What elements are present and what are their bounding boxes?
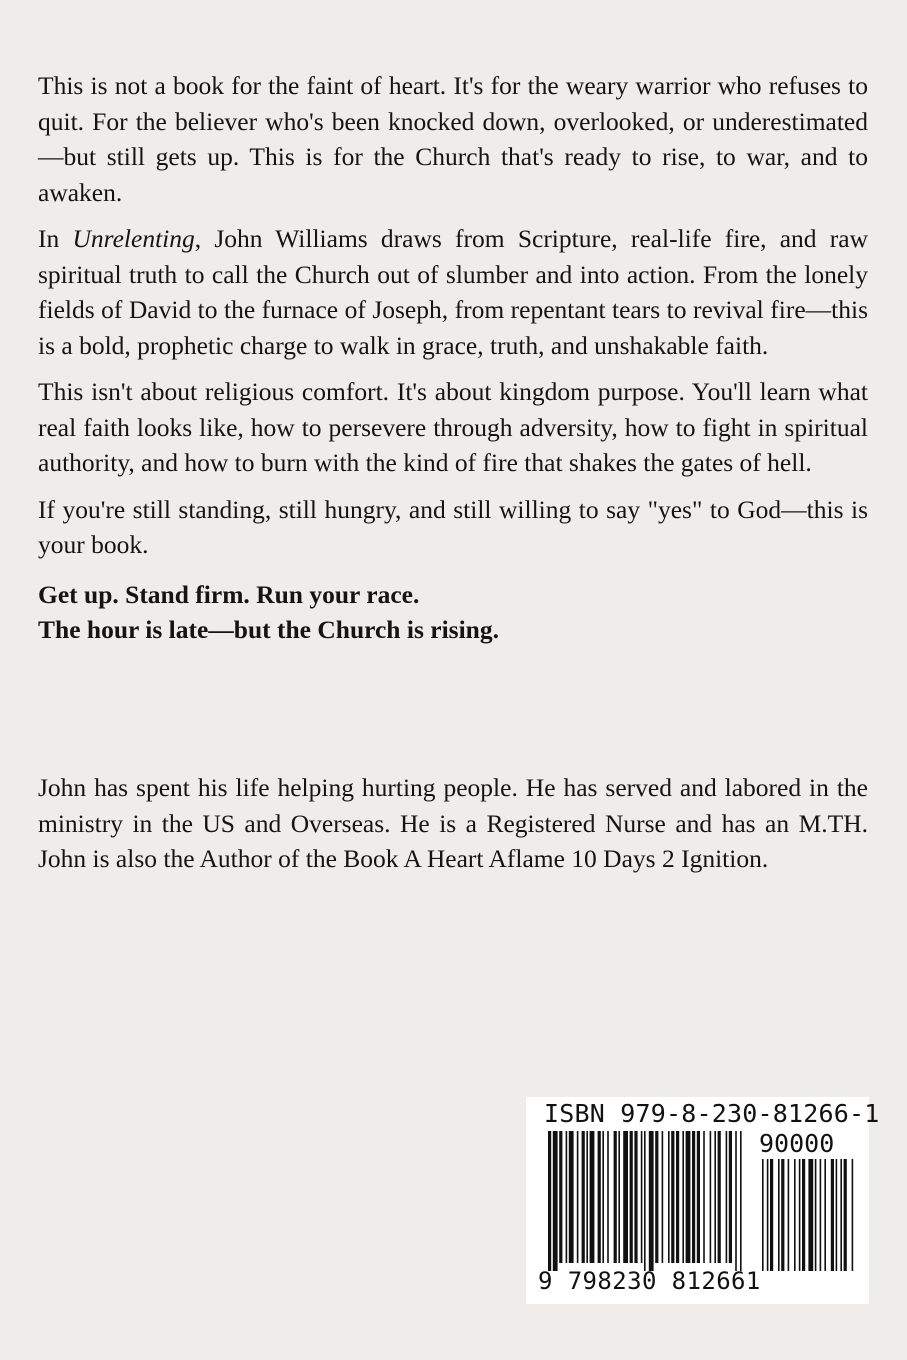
barcode-bar — [548, 1131, 551, 1271]
barcode-bar — [668, 1131, 670, 1263]
barcode-bar — [718, 1131, 721, 1263]
barcode-bar — [735, 1131, 737, 1271]
barcode-bar — [740, 1131, 742, 1271]
book-title: Unrelenting — [72, 224, 195, 253]
barcode-bar — [662, 1131, 664, 1263]
blurb-paragraph-4: If you're still standing, still hungry, and still willing to say "yes" to God—this is your book. — [38, 494, 868, 559]
barcode-bar — [559, 1131, 562, 1263]
barcode-bar — [630, 1131, 633, 1263]
barcode-bar — [840, 1159, 842, 1271]
barcode-bar — [566, 1131, 568, 1263]
barcode-bar — [692, 1131, 695, 1263]
barcode-bar — [649, 1131, 654, 1271]
barcode-bar — [614, 1131, 617, 1263]
barcode-bar — [815, 1159, 817, 1271]
barcode-bar — [590, 1131, 595, 1263]
barcode-bar — [682, 1131, 684, 1263]
ean-digits: 9 798230 812661 — [538, 1267, 761, 1295]
barcode-bar — [762, 1159, 764, 1271]
barcode-bar — [767, 1159, 769, 1271]
blurb-paragraph-2-prefix: In — [38, 224, 73, 253]
barcode-bar — [836, 1159, 838, 1271]
barcode-bar — [671, 1131, 674, 1263]
blurb-paragraph-1: This is not a book for the faint of heart. It's for the weary warrior who refuses to quit. For the believer who's been knocked down, overlooked, or underestimated—but still gets up. This is for the Church that's ready to rise, to war, and to awaken. — [38, 71, 868, 207]
barcode-bar — [686, 1131, 691, 1263]
barcode-bar — [770, 1159, 773, 1271]
blurb-paragraph-2-rest: , John Williams draws from Scripture, real-life fire, and raw spiritual truth to call the Church out of slumber and into action. From the lonely fields of David to the furnace of Joseph, from repentant tears to revival fire—this is a bold, prophetic charge to walk in grace, truth, and unshakable faith. — [38, 224, 868, 360]
blurb-paragraph-2 — [38, 221, 868, 363]
barcode-bar — [820, 1159, 822, 1271]
barcode-bar — [703, 1131, 705, 1263]
barcode-bar — [710, 1131, 712, 1263]
back-cover-blurb — [38, 68, 868, 648]
barcode-bar — [655, 1131, 658, 1263]
barcode-bar — [824, 1159, 826, 1271]
isbn-label: ISBN 979-8-230-81266-1 — [544, 1099, 880, 1128]
barcode-bar — [676, 1131, 679, 1263]
isbn-barcode — [526, 1097, 880, 1304]
barcode-bar — [618, 1131, 620, 1263]
barcode-bar — [726, 1131, 728, 1263]
barcode-bar — [598, 1131, 601, 1263]
barcode-bar — [794, 1159, 796, 1271]
tagline-line-1: Get up. Stand firm. Run your race. — [38, 579, 420, 609]
barcode-bar — [569, 1131, 574, 1263]
barcode-bar — [553, 1131, 558, 1271]
barcode-bar — [844, 1159, 847, 1271]
barcode-bar — [799, 1159, 801, 1271]
barcode-bar — [582, 1131, 585, 1263]
barcode-bar — [697, 1131, 700, 1263]
barcode-bar — [623, 1131, 628, 1263]
barcode-bar — [644, 1131, 646, 1271]
tagline-line-2: The hour is late—but the Church is rising. — [38, 615, 499, 644]
barcode-bar — [577, 1131, 579, 1263]
barcode-bar — [634, 1131, 637, 1263]
tagline — [38, 577, 868, 648]
barcode-bar — [781, 1159, 784, 1271]
barcode-bar — [831, 1159, 834, 1271]
barcode-bar — [586, 1131, 588, 1263]
barcode-bar — [778, 1159, 780, 1271]
barcode-bar — [729, 1131, 732, 1263]
barcode-bar — [802, 1159, 805, 1271]
price-code: 90000 — [759, 1129, 835, 1158]
barcode-bar — [788, 1159, 790, 1271]
author-bio: John has spent his life helping hurting people. He has served and labored in the ministry in the US and Overseas. He is a Registered Nurse and has an M.TH. John is also the Author of the Book A Heart Aflame 10 Days 2 Ignition. — [38, 773, 868, 873]
barcode-bar — [641, 1131, 643, 1263]
barcode-bar — [714, 1131, 716, 1263]
barcode-bar — [852, 1159, 854, 1271]
barcode-bar — [607, 1131, 609, 1263]
barcode-bar — [808, 1159, 813, 1271]
blurb-paragraph-3: This isn't about religious comfort. It's about kingdom purpose. You'll learn what real faith looks like, how to persevere through adversity, how to fight in spiritual authority, and how to burn with the kind of fire that shakes the gates of hell. — [38, 377, 868, 477]
barcode-bar — [602, 1131, 604, 1263]
